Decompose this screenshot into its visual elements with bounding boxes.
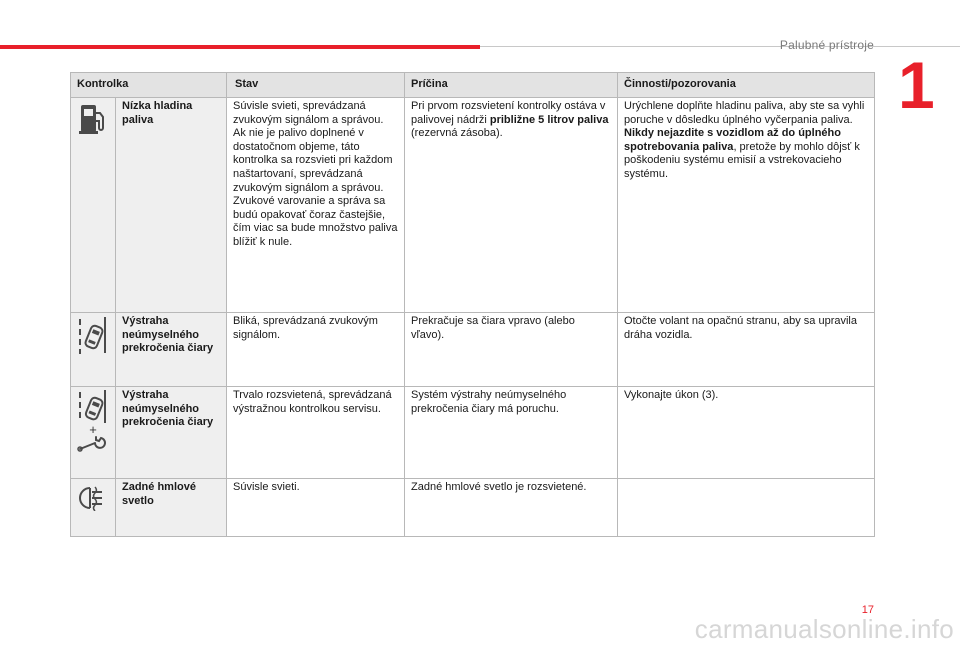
signal-name: Zadné hmlové svetlo [116,479,227,537]
action-cell: Urýchlene doplňte hladinu paliva, aby ste sa vyhli poruche v dôsledku úplného vyčerpania paliva. Nikdy nejazdite s vozidlom až do úplného spotrebovania paliva, pretože by mohlo dôjsť k poškodeniu systému emisií a vstrekovacieho systému. [618,98,875,313]
state-cell: Súvisle svieti. [227,479,405,537]
header-stav: Stav [227,73,405,98]
lane-departure-icon [71,313,116,387]
warning-lights-table [70,72,875,537]
signal-name: Výstraha neúmyselného prekročenia čiary [116,387,227,479]
table-row [71,313,875,387]
state-cell: Bliká, sprevádzaná zvukovým signálom. [227,313,405,387]
action-cell: Otočte volant na opačnú stranu, aby sa upravila dráha vozidla. [618,313,875,387]
action-cell: Vykonajte úkon (3). [618,387,875,479]
cause-cell: Zadné hmlové svetlo je rozsvietené. [405,479,618,537]
signal-name: Výstraha neúmyselného prekročenia čiary [116,313,227,387]
header-divider [480,46,960,47]
state-cell: Súvisle svieti, sprevádzaná zvukovým signálom a správou. Ak nie je palivo doplnené v dostatočnom objeme, táto kontrolka sa rozsvieti pri každom naštartovaní, sprevádzaná zvukovým signálom a správou. Zvukové varovanie a správa sa budú opakovať čoraz častejšie, čím viac sa bude množstvo paliva blížiť k nule. [227,98,405,313]
header-cinnosti: Činnosti/pozorovania [618,73,875,98]
lane-departure-fault-icon [71,387,116,479]
header-red-bar [0,45,480,49]
section-title: Palubné prístroje [779,38,874,52]
rear-fog-light-icon [71,479,116,537]
signal-name: Nízka hladina paliva [116,98,227,313]
header-kontrolka: Kontrolka [71,73,227,98]
table-row [71,98,875,313]
wrench-icon [77,435,111,453]
action-cell [618,479,875,537]
fuel-pump-icon [71,98,116,313]
plus-sign: + [89,422,97,437]
cause-cell: Pri prvom rozsvietení kontrolky ostáva v palivovej nádrži približne 5 litrov paliva (rezervná zásoba). [405,98,618,313]
cause-cell: Systém výstrahy neúmyselného prekročenia čiary má poruchu. [405,387,618,479]
page-number: 17 [861,604,874,616]
chapter-number: 1 [898,48,935,122]
cause-cell: Prekračuje sa čiara vpravo (alebo vľavo). [405,313,618,387]
header-pricina: Príčina [405,73,618,98]
table-header-row [71,73,875,98]
table-row [71,387,875,479]
lane-departure-icon [77,389,109,425]
watermark: carmanualsonline.info [694,614,954,644]
state-cell: Trvalo rozsvietená, sprevádzaná výstražnou kontrolkou servisu. [227,387,405,479]
table-row [71,479,875,537]
